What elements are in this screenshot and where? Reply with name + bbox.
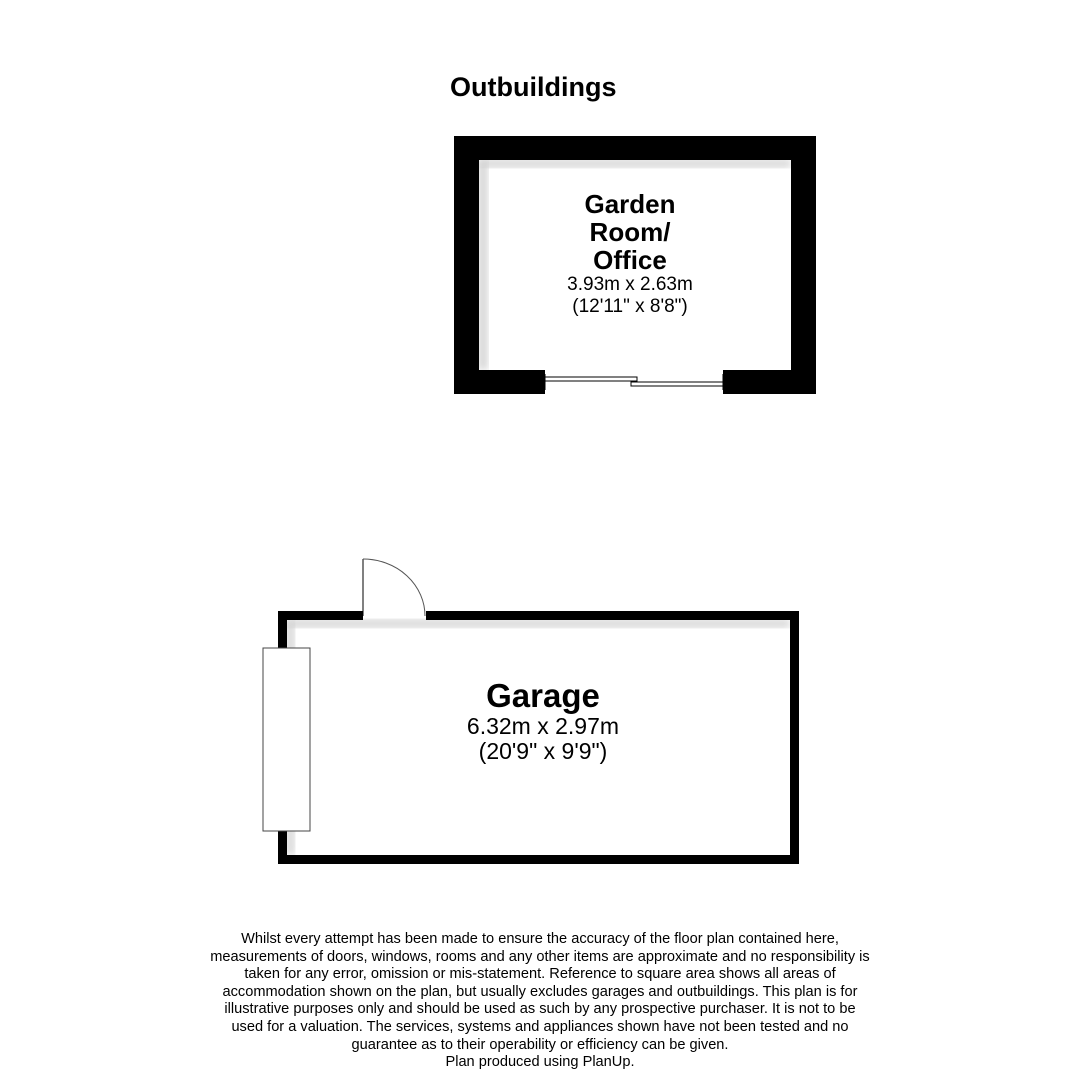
garage-door-swing	[363, 559, 425, 616]
produced-by-text: Plan produced using PlanUp.	[445, 1054, 635, 1070]
garage-name: Garage	[486, 677, 600, 714]
sliding-door	[545, 374, 723, 390]
garage-wall-top-right	[426, 611, 799, 620]
garden-room-name-line2: Room/	[589, 217, 671, 247]
garden-room-name-line3: Office	[593, 245, 667, 275]
garden-room-wall-bottom-right	[723, 370, 816, 394]
garden-room-shadow-left	[479, 160, 487, 370]
garden-room-metric: 3.93m x 2.63m	[567, 274, 693, 295]
disclaimer-text: Whilst every attempt has been made to ensure the accuracy of the floor plan contained here, measurements of doors, windows, rooms and any other items are approximate and no responsibility is taken for any error, omission or mis-statement. Reference to square area shows all areas of accommodation shown on the plan, but usually excludes garages and outbuildings. This plan is for illustrative purposes only and should be used as such by any prospective purchaser. It is not to be used for a valuation. The services, systems and appliances shown have not been tested and no guarantee as to their operability or efficiency can be given.	[210, 931, 870, 1053]
plan-heading: Outbuildings	[450, 72, 617, 102]
garden-room-wall-bottom-left	[454, 370, 545, 394]
garage-wall-bottom	[278, 855, 799, 864]
garden-room-label	[505, 190, 755, 318]
garden-room-wall-top	[454, 136, 816, 160]
garage-imperial: (20'9" x 9'9")	[478, 738, 608, 764]
garage-wall-right	[790, 611, 799, 864]
garden-room-name-line1: Garden	[584, 189, 676, 219]
garage-label	[388, 678, 698, 764]
garage-side-window	[263, 648, 310, 831]
garden-room-imperial: (12'11" x 8'8")	[572, 296, 688, 317]
garden-room-shadow-top	[479, 160, 791, 167]
garden-room-wall-left	[454, 136, 479, 394]
garage-shadow-top	[287, 620, 790, 627]
garage-wall-top-left	[278, 611, 363, 620]
garden-room-wall-right	[791, 136, 816, 394]
garage-metric: 6.32m x 2.97m	[466, 713, 620, 739]
